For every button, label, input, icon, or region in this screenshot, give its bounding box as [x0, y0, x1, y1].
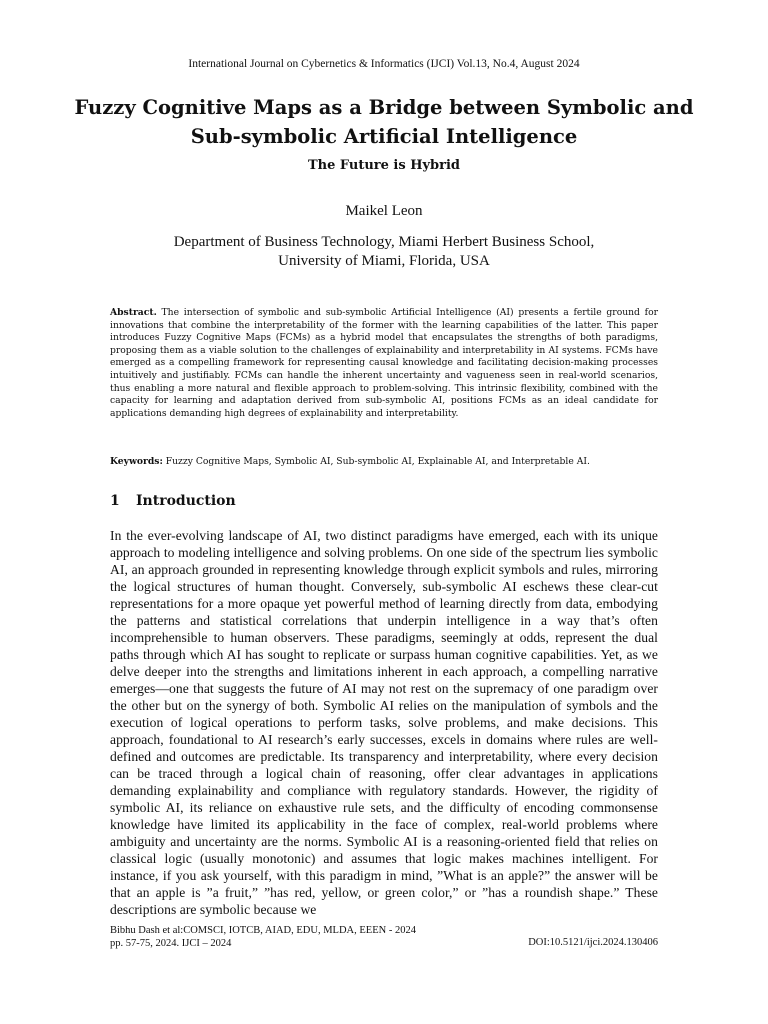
keywords-text: Fuzzy Cognitive Maps, Symbolic AI, Sub-symbolic AI, Explainable AI, and Interpretable AI.: [165, 456, 590, 467]
footer-line-2: pp. 57-75, 2024. IJCI – 2024: [110, 937, 232, 949]
abstract: [110, 307, 658, 420]
footer-doi: DOI:10.5121/ijci.2024.130406: [528, 937, 658, 948]
author-name: Maikel Leon: [345, 203, 423, 219]
keywords-label: Keywords:: [110, 456, 163, 467]
affiliation-line-1: Department of Business Technology, Miami Herbert Business School,: [173, 234, 595, 250]
section-title: Introduction: [136, 493, 236, 509]
keywords: [110, 456, 658, 469]
affiliation-line-2: University of Miami, Florida, USA: [278, 253, 490, 269]
footer-line-1: Bibhu Dash et al:COMSCI, IOTCB, AIAD, EDU, MLDA, EEEN - 2024: [110, 925, 416, 936]
abstract-text: The intersection of symbolic and sub-symbolic Artificial Intelligence (AI) presents a fertile ground for innovations that combine the interpretability of the former with the learning capabilities of the latter. This paper introduces Fuzzy Cognitive Maps (FCMs) as a hybrid model that encapsulates the strengths of both paradigms, proposing them as a viable solution to the challenges of explainability and interpretability in AI systems. FCMs have emerged as a compelling framework for representing causal knowledge and facilitating decision-making processes intuitively and justifiably. FCMs can handle the inherent uncertainty and vagueness seen in real-world scenarios, thus enabling a more natural and flexible approach to problem-solving. This intrinsic flexibility, combined with the capacity for learning and adaptation derived from sub-symbolic AI, positions FCMs as an ideal candidate for applications demanding high degrees of explainability and interpretability.: [110, 307, 658, 419]
body-paragraph: In the ever-evolving landscape of AI, two distinct paradigms have emerged, each with its unique approach to modeling intelligence and solving problems. On one side of the spectrum lies symbolic AI, an approach grounded in representing knowledge through explicit symbols and rules, mirroring the logical structures of human thought. Conversely, sub-symbolic AI eschews these clear-cut representations for a more opaque yet powerful method of learning directly from data, embodying the patterns and statistical correlations that underpin intelligence in a way that’s often incomprehensible to human observers. These paradigms, seemingly at odds, represent the dual paths through which AI has sought to replicate or surpass human cognitive capabilities. Yet, as we delve deeper into the strengths and limitations inherent in each approach, a compelling narrative emerges—one that suggests the future of AI may not rest on the supremacy of one paradigm over the other but on the synergy of both. Symbolic AI relies on the manipulation of symbols and the execution of logical operations to perform tasks, solve problems, and make decisions. This approach, foundational to AI research’s early successes, excels in domains where rules are well-defined and outcomes are predictable. Its transparency and interpretability, where every decision can be traced through a logical chain of reasoning, offer clear advantages in applications demanding explainability and compliance with regulatory standards. However, the rigidity of symbolic AI, its reliance on exhaustive rule sets, and the difficulty of encoding commonsense knowledge have limited its applicability in the face of complex, real-world problems where ambiguity and uncertainty are the norms. Symbolic AI is a reasoning-oriented field that relies on classical logic (usually monotonic) and assumes that logic makes machines intelligent. For instance, if you ask yourself, with this paradigm in mind, ”What is an apple?” the answer will be that an apple is ”a fruit,” ”has red, yellow, or green color,” or ”has a roundish shape.” These descriptions are symbolic because we: [110, 528, 658, 917]
affiliation: [110, 233, 658, 271]
section-number: 1: [110, 493, 120, 509]
paper-title: Fuzzy Cognitive Maps as a Bridge between Symbolic and Sub-symbolic Artificial Intelligence: [74, 96, 694, 148]
abstract-label: Abstract.: [110, 307, 157, 318]
journal-header: International Journal on Cybernetics & Informatics (IJCI) Vol.13, No.4, August 2024: [188, 58, 580, 70]
footer-citation: [110, 925, 416, 950]
paper-subtitle: The Future is Hybrid: [307, 158, 461, 173]
section-heading: [110, 493, 236, 509]
